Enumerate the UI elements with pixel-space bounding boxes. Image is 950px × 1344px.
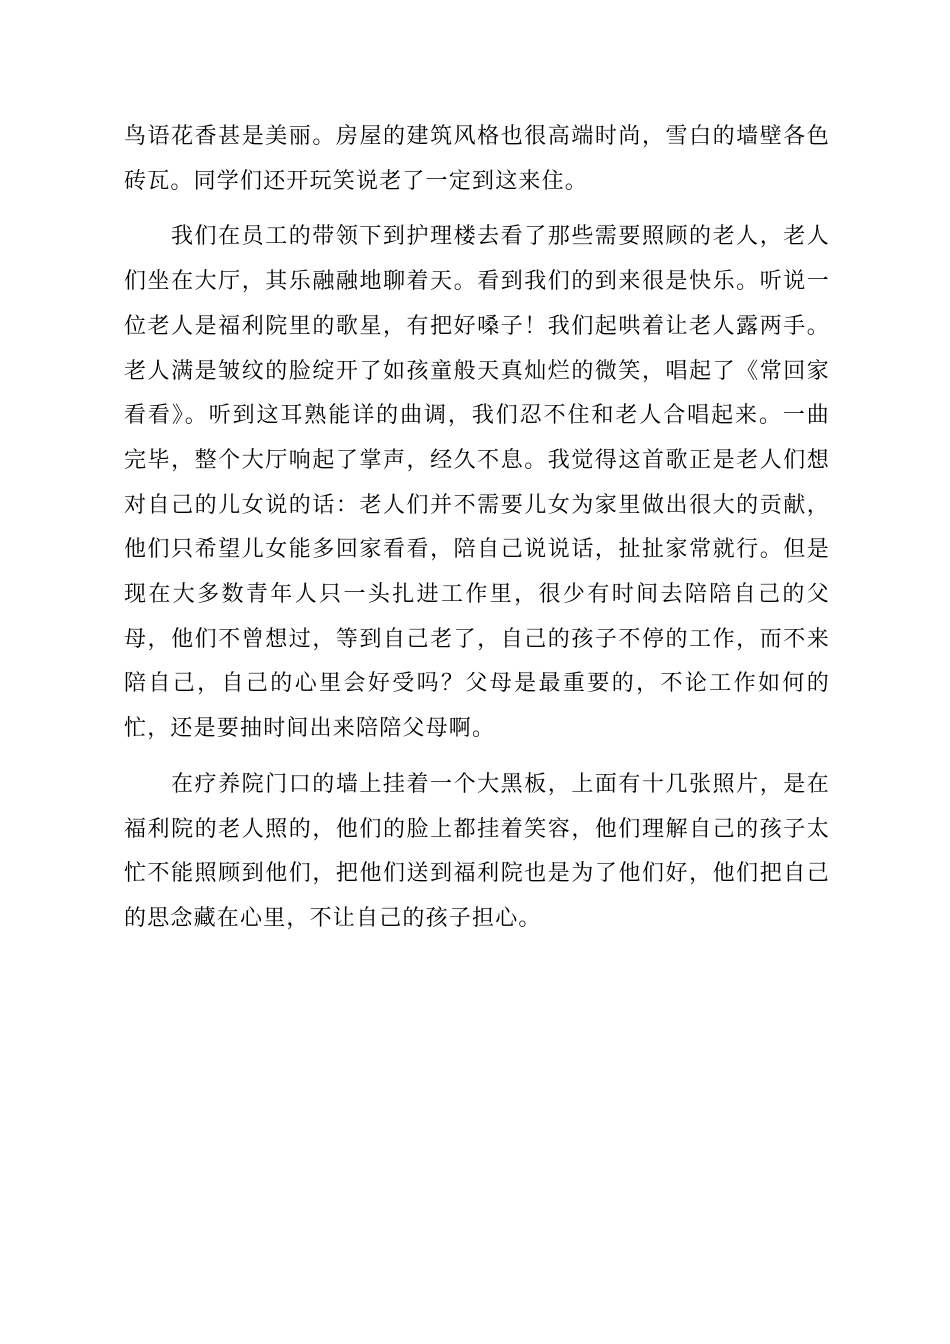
paragraph-blackboard-photos: 在疗养院门口的墙上挂着一个大黑板，上面有十几张照片，是在福利院的老人照的，他们的脸上都挂着笑容，他们理解自己的孩子太忙不能照顾到他们，把他们送到福利院也是为了他们好，他们把自己的思念藏在心里，不让自己的孩子担心。 [124,771,830,931]
paragraph-nursing-building: 我们在员工的带领下到护理楼去看了那些需要照顾的老人，老人们坐在大厅，其乐融融地聊着天。看到我们的到来很是快乐。听说一位老人是福利院里的歌星，有把好嗓子！我们起哄着让老人露两手。老人满是皱纹的脸绽开了如孩童般天真灿烂的微笑，唱起了《常回家看看》。听到这耳熟能详的曲调，我们忍不住和老人合唱起来。一曲完毕，整个大厅响起了掌声，经久不息。我觉得这首歌正是老人们想对自己的儿女说的话：老人们并不需要儿女为家里做出很大的贡献，他们只希望儿女能多回家看看，陪自己说说话，扯扯家常就行。但是现在大多数青年人只一头扎进工作里，很少有时间去陪陪自己的父母，他们不曾想过，等到自己老了，自己的孩子不停的工作，而不来陪自己，自己的心里会好受吗？父母是最重要的，不论工作如何的忙，还是要抽时间出来陪陪父母啊。 [124,224,830,742]
paragraph-continuation: 鸟语花香甚是美丽。房屋的建筑风格也很高端时尚，雪白的墙壁各色砖瓦。同学们还开玩笑说老了一定到这来住。 [124,124,830,194]
document-body [124,115,830,953]
